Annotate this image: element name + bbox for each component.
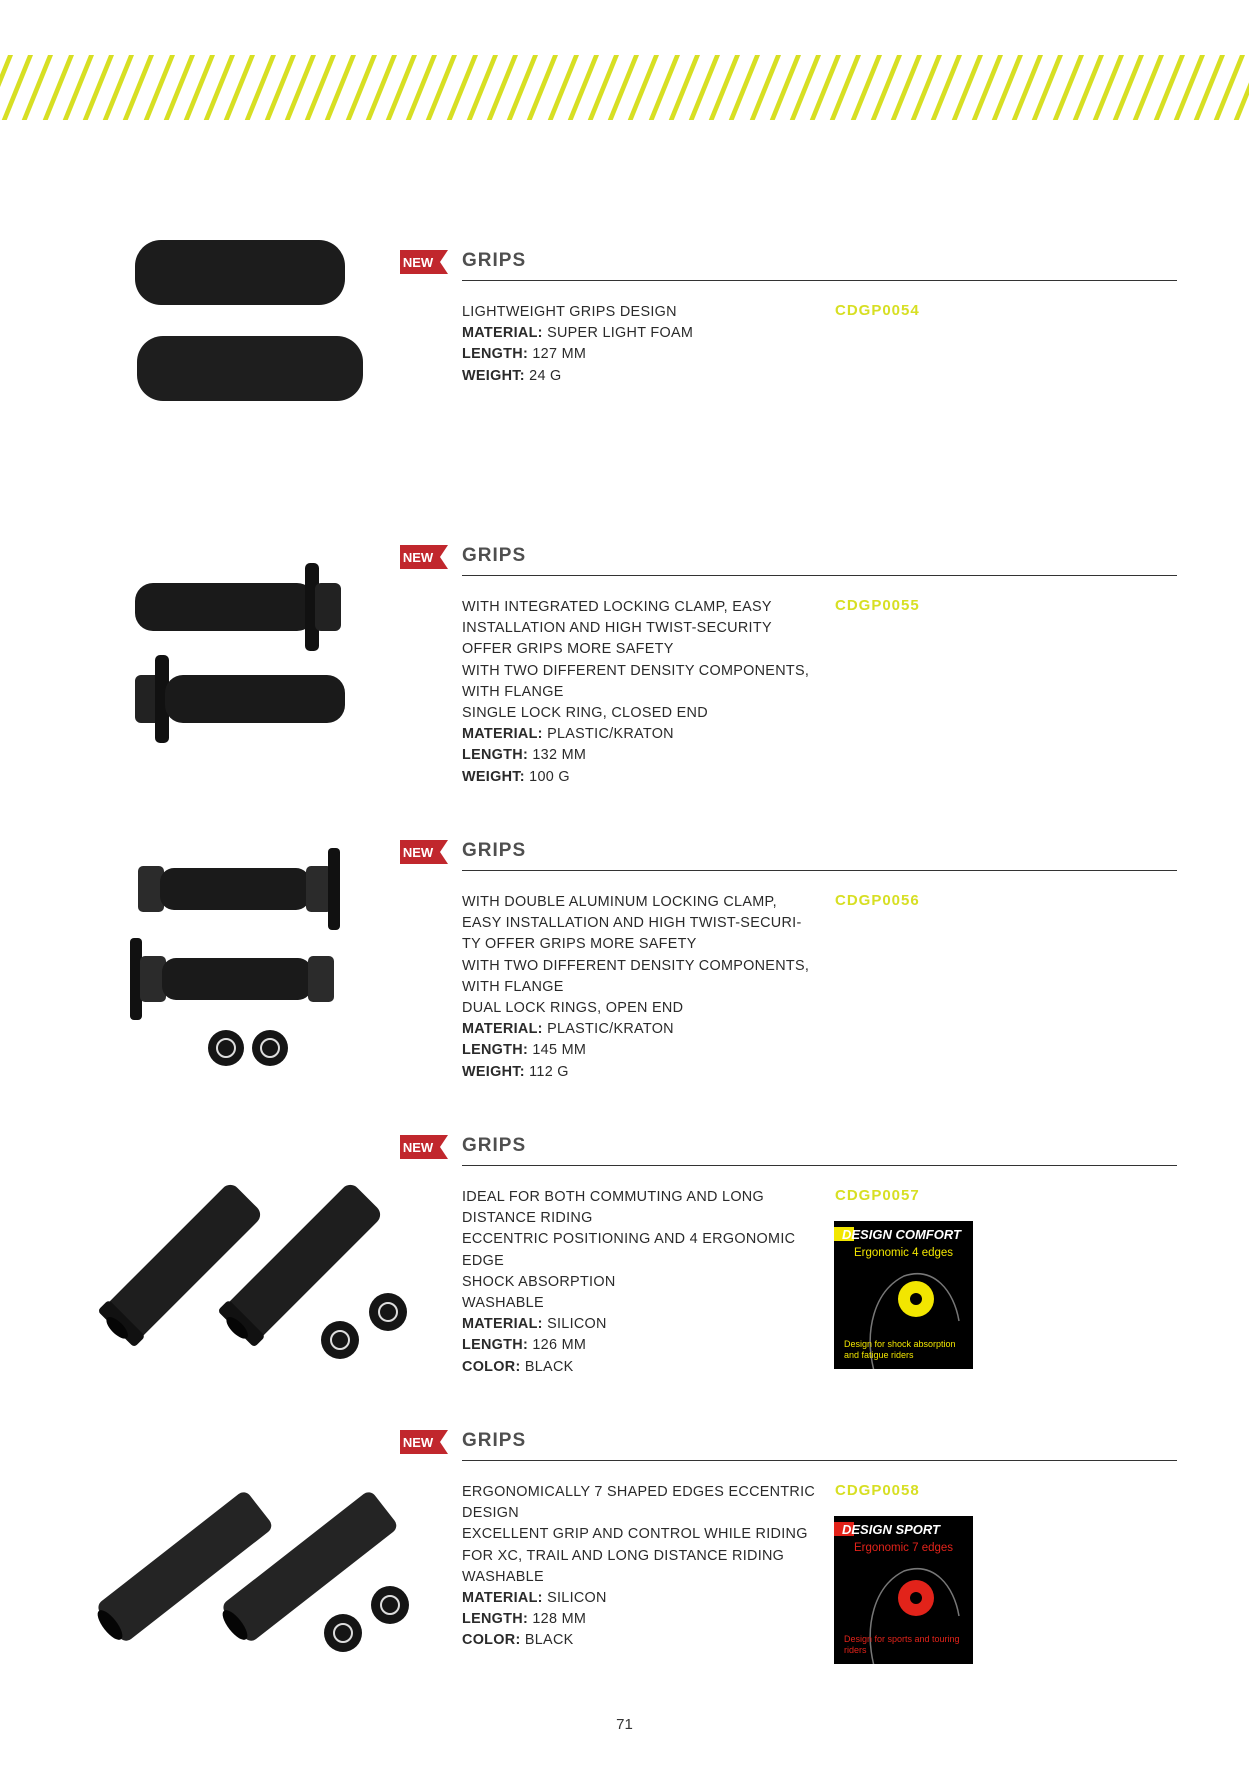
page-number: 71 <box>616 1716 633 1733</box>
spec-label: MATERIAL: <box>462 1590 543 1607</box>
silicon-7-edge-grips-image <box>85 1465 425 1665</box>
product-description <box>462 302 822 387</box>
spec-value: SHOCK ABSORPTION <box>462 1273 616 1290</box>
product-title: GRIPS <box>462 250 527 271</box>
svg-text:NEW: NEW <box>402 255 434 270</box>
spec-label: LENGTH: <box>462 1611 529 1628</box>
double-clamp-grips-image <box>130 848 370 1073</box>
product-cdgp0058 <box>0 1420 1249 1700</box>
spec-value: TY OFFER GRIPS MORE SAFETY <box>462 936 697 953</box>
infographic-footer: Design for sports and touring riders <box>844 1634 960 1655</box>
spec-value: SINGLE LOCK RING, CLOSED END <box>462 705 708 722</box>
product-code: CDGP0054 <box>835 302 920 319</box>
spec-label: LENGTH: <box>462 747 529 764</box>
product-title: GRIPS <box>462 1430 527 1451</box>
product-cdgp0057 <box>0 1125 1249 1405</box>
spec-line <box>462 1208 822 1229</box>
spec-value: DUAL LOCK RINGS, OPEN END <box>462 1000 684 1017</box>
product-description <box>462 1482 822 1652</box>
spec-value: WASHABLE <box>462 1295 544 1312</box>
svg-text:NEW: NEW <box>402 1140 434 1155</box>
svg-text:NEW: NEW <box>402 845 434 860</box>
spec-label: WEIGHT: <box>462 768 525 785</box>
design-comfort-infographic <box>834 1221 973 1369</box>
title-divider <box>462 1460 1177 1461</box>
infographic-footer: Design for shock absorption and fatigue riders <box>844 1339 956 1360</box>
spec-value: 100 G <box>524 768 570 785</box>
spec-label: MATERIAL: <box>462 1021 543 1038</box>
spec-line <box>462 1251 822 1272</box>
spec-value: 145 MM <box>528 1042 587 1059</box>
spec-label: WEIGHT: <box>462 367 525 384</box>
spec-line <box>462 1335 822 1356</box>
spec-value: INSTALLATION AND HIGH TWIST-SECURITY <box>462 620 772 637</box>
title-divider <box>462 575 1177 576</box>
silicon-4-edge-grips-image <box>90 1170 420 1370</box>
spec-line <box>462 1040 822 1061</box>
spec-value: WITH TWO DIFFERENT DENSITY COMPONENTS, <box>462 957 810 974</box>
spec-value: OFFER GRIPS MORE SAFETY <box>462 641 674 658</box>
spec-value: WITH TWO DIFFERENT DENSITY COMPONENTS, <box>462 662 810 679</box>
spec-label: COLOR: <box>462 1358 521 1375</box>
spec-line <box>462 618 822 639</box>
foam-grips-image <box>125 240 365 405</box>
spec-value: WITH FLANGE <box>462 683 564 700</box>
spec-line <box>462 1062 822 1083</box>
new-badge <box>400 1135 448 1159</box>
spec-value: IDEAL FOR BOTH COMMUTING AND LONG <box>462 1189 764 1205</box>
spec-value: 24 G <box>524 367 562 384</box>
spec-line <box>462 1503 822 1524</box>
spec-line <box>462 1482 822 1503</box>
infographic-title: DESIGN SPORT <box>842 1522 941 1537</box>
spec-line <box>462 1272 822 1293</box>
product-cdgp0055 <box>0 535 1249 815</box>
spec-value: EDGE <box>462 1252 504 1269</box>
spec-label: MATERIAL: <box>462 325 543 342</box>
infographic-subtitle: Ergonomic 4 edges <box>853 1247 954 1259</box>
spec-line <box>462 745 822 766</box>
title-divider <box>462 280 1177 281</box>
header-stripe-band <box>0 55 1249 120</box>
spec-line <box>462 597 822 618</box>
spec-label: LENGTH: <box>462 1042 529 1059</box>
spec-value: WITH INTEGRATED LOCKING CLAMP, EASY <box>462 599 772 615</box>
spec-value: ERGONOMICALLY 7 SHAPED EDGES ECCENTRIC <box>462 1484 816 1500</box>
product-cdgp0056 <box>0 830 1249 1110</box>
infographic-subtitle: Ergonomic 7 edges <box>853 1542 954 1554</box>
spec-value: ECCENTRIC POSITIONING AND 4 ERGONOMIC <box>462 1231 796 1248</box>
spec-value: WASHABLE <box>462 1568 544 1585</box>
spec-label: MATERIAL: <box>462 1316 543 1333</box>
spec-line <box>462 892 822 913</box>
spec-value: EXCELLENT GRIP AND CONTROL WHILE RIDING <box>462 1526 808 1543</box>
spec-value: 132 MM <box>528 747 587 764</box>
spec-value: 128 MM <box>528 1611 587 1628</box>
spec-value: DISTANCE RIDING <box>462 1210 593 1227</box>
spec-line <box>462 1609 822 1630</box>
svg-text:NEW: NEW <box>402 550 434 565</box>
spec-line <box>462 1187 822 1208</box>
new-badge <box>400 545 448 569</box>
spec-line <box>462 1630 822 1651</box>
spec-line <box>462 682 822 703</box>
spec-value: 112 G <box>524 1063 569 1080</box>
spec-value: WITH FLANGE <box>462 978 564 995</box>
lock-on-grips-image <box>125 563 355 753</box>
spec-line <box>462 767 822 788</box>
spec-value: BLACK <box>520 1632 574 1649</box>
product-title: GRIPS <box>462 1135 527 1156</box>
spec-line <box>462 661 822 682</box>
spec-line <box>462 913 822 934</box>
spec-value: 127 MM <box>528 346 587 363</box>
spec-value: SILICON <box>542 1590 607 1607</box>
spec-value: SILICON <box>542 1316 607 1333</box>
spec-label: LENGTH: <box>462 346 529 363</box>
product-code: CDGP0057 <box>835 1187 920 1204</box>
spec-label: WEIGHT: <box>462 1063 525 1080</box>
product-title: GRIPS <box>462 545 527 566</box>
spec-line <box>462 1019 822 1040</box>
spec-line <box>462 1588 822 1609</box>
spec-line <box>462 1314 822 1335</box>
spec-line <box>462 1357 822 1378</box>
spec-line <box>462 1567 822 1588</box>
spec-value: WITH DOUBLE ALUMINUM LOCKING CLAMP, <box>462 894 777 910</box>
spec-value: FOR XC, TRAIL AND LONG DISTANCE RIDING <box>462 1547 785 1564</box>
spec-value: LIGHTWEIGHT GRIPS DESIGN <box>462 304 677 320</box>
new-badge <box>400 1430 448 1454</box>
spec-line <box>462 724 822 745</box>
spec-value: SUPER LIGHT FOAM <box>542 325 694 342</box>
title-divider <box>462 1165 1177 1166</box>
spec-label: LENGTH: <box>462 1337 529 1354</box>
spec-label: COLOR: <box>462 1632 521 1649</box>
spec-line <box>462 934 822 955</box>
spec-value: PLASTIC/KRATON <box>542 1021 674 1038</box>
spec-line <box>462 1524 822 1545</box>
product-description <box>462 1187 822 1378</box>
spec-line <box>462 639 822 660</box>
spec-line <box>462 977 822 998</box>
spec-line <box>462 1546 822 1567</box>
product-code: CDGP0058 <box>835 1482 920 1499</box>
spec-line <box>462 366 822 387</box>
spec-value: PLASTIC/KRATON <box>542 726 674 743</box>
spec-line <box>462 344 822 365</box>
product-description <box>462 892 822 1083</box>
spec-line <box>462 703 822 724</box>
spec-value: EASY INSTALLATION AND HIGH TWIST-SECURI- <box>462 915 802 932</box>
spec-line <box>462 323 822 344</box>
spec-label: MATERIAL: <box>462 726 543 743</box>
spec-value: DESIGN <box>462 1505 519 1522</box>
spec-line <box>462 302 822 323</box>
spec-line <box>462 956 822 977</box>
spec-value: BLACK <box>520 1358 574 1375</box>
product-code: CDGP0055 <box>835 597 920 614</box>
spec-line <box>462 1293 822 1314</box>
product-code: CDGP0056 <box>835 892 920 909</box>
new-badge <box>400 250 448 274</box>
product-cdgp0054 <box>0 240 1249 520</box>
infographic-title: DESIGN COMFORT <box>842 1227 961 1242</box>
spec-line <box>462 998 822 1019</box>
design-sport-infographic <box>834 1516 973 1664</box>
spec-line <box>462 1229 822 1250</box>
title-divider <box>462 870 1177 871</box>
product-description <box>462 597 822 788</box>
new-badge <box>400 840 448 864</box>
product-title: GRIPS <box>462 840 527 861</box>
svg-text:NEW: NEW <box>402 1435 434 1450</box>
spec-value: 126 MM <box>528 1337 587 1354</box>
